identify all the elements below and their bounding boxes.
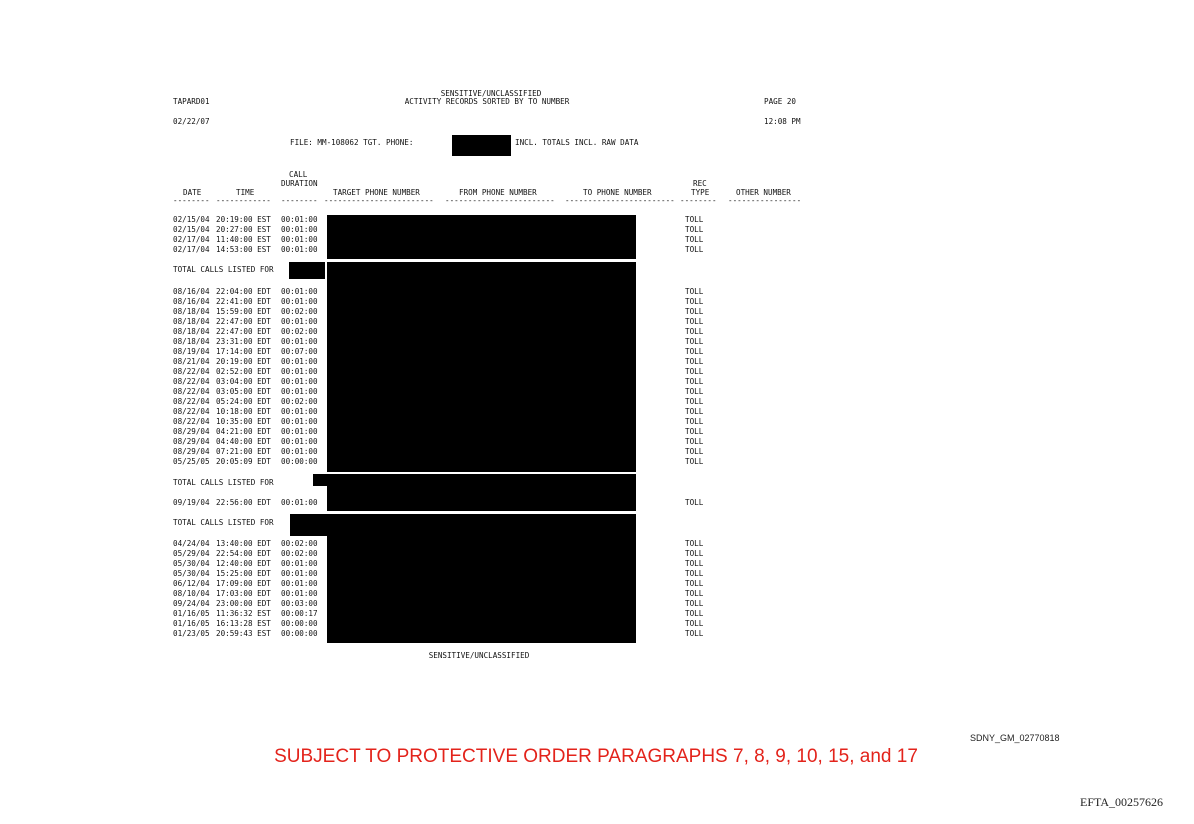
table-row: 08/18/04 15:59:00 EDT 00:02:00 TOLL xyxy=(173,307,704,316)
redaction-block xyxy=(327,262,636,472)
col-other-number: OTHER NUMBER xyxy=(736,188,791,197)
col-underline-date: -------- xyxy=(173,196,210,205)
bates-number-sdny: SDNY_GM_02770818 xyxy=(970,733,1060,743)
total-calls-label: TOTAL CALLS LISTED FOR xyxy=(173,518,274,527)
redaction-block xyxy=(327,486,636,511)
table-row: 01/23/05 20:59:43 EST 00:00:00 TOLL xyxy=(173,629,704,638)
report-time: 12:08 PM xyxy=(764,117,801,126)
classification-top: SENSITIVE/UNCLASSIFIED xyxy=(440,89,542,98)
table-row: 08/10/04 17:03:00 EDT 00:01:00 TOLL xyxy=(173,589,704,598)
col-underline-other: ---------------- xyxy=(728,196,802,205)
table-row: 09/19/04 22:56:00 EDT 00:01:00 TOLL xyxy=(173,498,704,507)
table-row: 02/15/04 20:27:00 EST 00:01:00 TOLL xyxy=(173,225,704,234)
col-rec: REC xyxy=(693,179,707,188)
redaction-block xyxy=(327,215,636,259)
col-underline-duration: -------- xyxy=(281,196,318,205)
classification-bottom: SENSITIVE/UNCLASSIFIED xyxy=(428,651,530,660)
table-row: 08/16/04 22:41:00 EDT 00:01:00 TOLL xyxy=(173,297,704,306)
file-label: FILE: MM-108062 TGT. PHONE: xyxy=(290,138,414,147)
protective-order-notice: SUBJECT TO PROTECTIVE ORDER PARAGRAPHS 7, 8, 9, 10, 15, and 17 xyxy=(274,746,918,767)
table-row: 08/22/04 10:18:00 EDT 00:01:00 TOLL xyxy=(173,407,704,416)
table-row: 05/30/04 12:40:00 EDT 00:01:00 TOLL xyxy=(173,559,704,568)
total-calls-label: TOTAL CALLS LISTED FOR xyxy=(173,265,274,274)
col-type: TYPE xyxy=(691,188,710,197)
col-target-phone: TARGET PHONE NUMBER xyxy=(333,188,420,197)
page-number: PAGE 20 xyxy=(764,97,797,106)
col-underline-target: ------------------------ xyxy=(324,196,434,205)
redaction-block xyxy=(327,536,636,643)
col-date: DATE xyxy=(183,188,202,197)
table-row: 08/22/04 10:35:00 EDT 00:01:00 TOLL xyxy=(173,417,704,426)
col-underline-rec: -------- xyxy=(680,196,717,205)
table-row: 08/18/04 22:47:00 EDT 00:01:00 TOLL xyxy=(173,317,704,326)
col-duration: DURATION xyxy=(281,179,318,188)
table-row: 08/19/04 17:14:00 EDT 00:07:00 TOLL xyxy=(173,347,704,356)
table-row: 02/15/04 20:19:00 EST 00:01:00 TOLL xyxy=(173,215,704,224)
table-row: 05/30/04 15:25:00 EDT 00:01:00 TOLL xyxy=(173,569,704,578)
table-row: 08/18/04 23:31:00 EDT 00:01:00 TOLL xyxy=(173,337,704,346)
table-row: 08/21/04 20:19:00 EDT 00:01:00 TOLL xyxy=(173,357,704,366)
col-from-phone: FROM PHONE NUMBER xyxy=(459,188,537,197)
table-row: 05/25/05 20:05:09 EDT 00:00:00 TOLL xyxy=(173,457,704,466)
table-row: 06/12/04 17:09:00 EDT 00:01:00 TOLL xyxy=(173,579,704,588)
redaction-total-number xyxy=(313,474,636,486)
table-row: 08/16/04 22:04:00 EDT 00:01:00 TOLL xyxy=(173,287,704,296)
table-row: 08/18/04 22:47:00 EDT 00:02:00 TOLL xyxy=(173,327,704,336)
table-row: 02/17/04 14:53:00 EST 00:01:00 TOLL xyxy=(173,245,704,254)
col-time: TIME xyxy=(236,188,255,197)
col-underline-to: ------------------------ xyxy=(565,196,675,205)
col-call: CALL xyxy=(289,170,308,179)
table-row: 08/29/04 07:21:00 EDT 00:01:00 TOLL xyxy=(173,447,704,456)
redaction-total-number xyxy=(290,514,636,536)
redaction-total-number xyxy=(289,262,325,279)
col-underline-time: ------------ xyxy=(216,196,271,205)
bates-number-efta: EFTA_00257626 xyxy=(1080,795,1164,809)
table-row: 08/29/04 04:40:00 EDT 00:01:00 TOLL xyxy=(173,437,704,446)
report-title: ACTIVITY RECORDS SORTED BY TO NUMBER xyxy=(404,97,570,106)
table-row: 08/22/04 03:05:00 EDT 00:01:00 TOLL xyxy=(173,387,704,396)
options-label: INCL. TOTALS INCL. RAW DATA xyxy=(515,138,639,147)
table-row: 05/29/04 22:54:00 EDT 00:02:00 TOLL xyxy=(173,549,704,558)
table-row: 01/16/05 11:36:32 EST 00:00:17 TOLL xyxy=(173,609,704,618)
table-row: 08/22/04 05:24:00 EDT 00:02:00 TOLL xyxy=(173,397,704,406)
total-calls-label: TOTAL CALLS LISTED FOR xyxy=(173,478,274,487)
report-date: 02/22/07 xyxy=(173,117,210,126)
table-row: 08/22/04 02:52:00 EDT 00:01:00 TOLL xyxy=(173,367,704,376)
table-row: 02/17/04 11:40:00 EST 00:01:00 TOLL xyxy=(173,235,704,244)
col-underline-from: ------------------------ xyxy=(445,196,555,205)
program-id: TAPARD01 xyxy=(173,97,210,106)
table-row: 08/22/04 03:04:00 EDT 00:01:00 TOLL xyxy=(173,377,704,386)
table-row: 01/16/05 16:13:28 EST 00:00:00 TOLL xyxy=(173,619,704,628)
redaction-target-phone xyxy=(452,135,511,156)
table-row: 08/29/04 04:21:00 EDT 00:01:00 TOLL xyxy=(173,427,704,436)
table-row: 04/24/04 13:40:00 EDT 00:02:00 TOLL xyxy=(173,539,704,548)
table-row: 09/24/04 23:00:00 EDT 00:03:00 TOLL xyxy=(173,599,704,608)
col-to-phone: TO PHONE NUMBER xyxy=(583,188,652,197)
